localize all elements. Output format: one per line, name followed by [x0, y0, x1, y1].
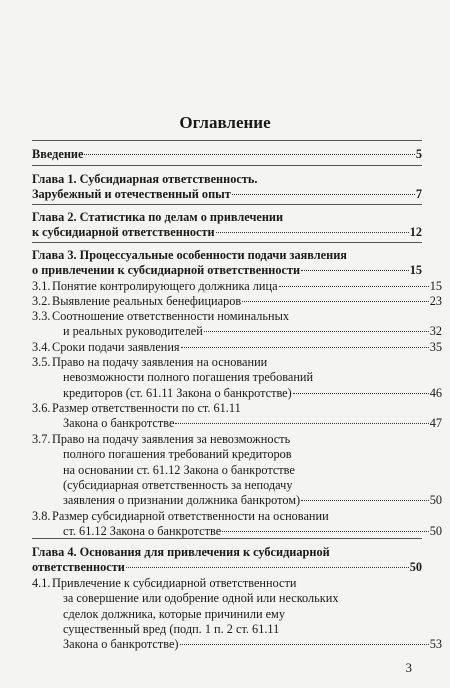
page-title: Оглавление	[179, 113, 271, 132]
toc-page-number: 47	[429, 416, 442, 431]
toc-entry-number: 3.5.	[32, 355, 51, 369]
toc-entry-text: Понятие контролирующего должника лица	[52, 279, 278, 293]
toc-entry-number: 3.6.	[32, 401, 51, 415]
toc-entry-number: 3.1.	[32, 279, 51, 293]
toc-entry-last-line	[32, 279, 442, 294]
toc-entry-line	[32, 355, 442, 370]
toc-entry-number: 3.2.	[32, 294, 51, 308]
toc-entry	[32, 309, 442, 340]
toc-entry	[32, 210, 422, 241]
toc-entry-last-line	[32, 147, 422, 162]
toc-entry	[32, 279, 442, 294]
toc-page-number: 50	[429, 524, 442, 539]
leader-dots	[180, 644, 429, 645]
toc-entry-text: Зарубежный и отечественный опыт	[32, 187, 231, 202]
toc-entry-line: Глава 3. Процессуальные особенности подачи заявления	[32, 248, 347, 262]
toc-entry-text: Выявление реальных бенефициаров	[52, 294, 242, 308]
toc-entry-last-line	[32, 187, 422, 202]
toc-entry-text: Закона о банкротстве	[63, 416, 175, 431]
divider	[32, 140, 422, 141]
toc-entry-last-line	[52, 493, 442, 508]
toc-entry-text: Привлечение к субсидиарной ответственности	[52, 576, 297, 590]
toc-entry-number: 3.7.	[32, 432, 51, 446]
page-number: 3	[405, 660, 412, 675]
toc-entry-line	[32, 576, 442, 591]
toc-entry-line: невозможности полного погашения требований	[63, 370, 314, 385]
leader-dots	[242, 301, 429, 302]
toc-entry	[32, 401, 442, 432]
leader-dots	[175, 423, 428, 424]
toc-entry-last-line	[32, 294, 442, 309]
toc-entry-line	[32, 401, 442, 416]
toc-entry-text: Соотношение ответственности номинальных	[52, 309, 290, 323]
toc-page-number: 35	[429, 340, 442, 354]
toc-entry-text: Право на подачу заявления на основании	[52, 355, 268, 369]
leader-dots	[181, 347, 429, 348]
toc-entry-text: Введение	[32, 147, 84, 161]
toc-entry-line	[32, 509, 442, 524]
toc-page-number: 5	[415, 147, 422, 161]
toc-entry-text: ответственности	[32, 560, 125, 575]
toc-entry-line: полного погашения требований кредиторов	[63, 447, 292, 462]
toc-entry-number: 3.4.	[32, 340, 51, 354]
toc-entry-line: существенный вред (подп. 1 п. 2 ст. 61.11	[63, 621, 280, 636]
toc-entry	[32, 509, 442, 540]
leader-dots	[293, 393, 429, 394]
toc-entry-text: Право на подачу заявления за невозможность	[52, 432, 291, 446]
toc-page-number: 46	[429, 385, 442, 400]
toc-entry	[32, 340, 442, 355]
toc-entry-line: Глава 4. Основания для привлечения к субсидиарной	[32, 545, 330, 559]
toc-entry-last-line	[52, 324, 442, 339]
toc-entry-last-line	[32, 225, 422, 240]
leader-dots	[126, 567, 409, 568]
leader-dots	[222, 531, 429, 532]
toc-page-number: 23	[429, 294, 442, 308]
toc-entry-text: Сроки подачи заявления	[52, 340, 180, 354]
toc-page-number: 32	[429, 324, 442, 339]
leader-dots	[301, 270, 409, 271]
leader-dots	[204, 331, 429, 332]
leader-dots	[301, 500, 429, 501]
divider	[32, 204, 422, 205]
toc-page-number: 15	[429, 279, 442, 293]
toc-entry-last-line	[52, 524, 442, 539]
toc-entry-line: на основании ст. 61.12 Закона о банкротстве	[63, 462, 295, 477]
toc-entry-line: (субсидиарная ответственность за неподачу	[63, 477, 293, 492]
toc-entry	[32, 576, 442, 652]
toc-page-number: 7	[415, 187, 422, 202]
toc-entry-number: 4.1.	[32, 576, 51, 590]
toc-entry-text: заявления о признании должника банкротом)	[63, 493, 301, 508]
toc-entry-text: и реальных руководителей	[63, 324, 203, 339]
toc-entry-number: 3.3.	[32, 309, 51, 323]
toc-page-number: 15	[409, 263, 422, 278]
toc-entry-line: сделок должника, которые причинили ему	[63, 606, 285, 621]
toc-entry-text: ст. 61.12 Закона о банкротстве	[63, 524, 222, 539]
divider	[32, 165, 422, 166]
divider	[32, 242, 422, 243]
toc-entry-text: о привлечении к субсидиарной ответственности	[32, 263, 301, 278]
toc-entry-last-line	[52, 637, 442, 652]
toc-entry-line	[32, 432, 442, 447]
toc-entry-line: Глава 2. Статистика по делам о привлечении	[32, 210, 284, 224]
toc-entry-last-line	[52, 416, 442, 431]
leader-dots	[232, 194, 415, 195]
toc-entry-line: Глава 1. Субсидиарная ответственность.	[32, 172, 258, 186]
toc-entry-last-line	[32, 340, 442, 355]
leader-dots	[84, 154, 414, 155]
toc-entry-text: Закона о банкротстве)	[63, 637, 179, 652]
toc-page-number: 53	[429, 637, 442, 652]
toc-entry	[32, 294, 442, 309]
leader-dots	[279, 286, 429, 287]
toc-entry-line: за совершение или одобрение одной или нескольких	[63, 591, 339, 606]
toc-entry-text: к субсидиарной ответственности	[32, 225, 215, 240]
toc-entry-number: 3.8.	[32, 509, 51, 523]
toc-entry-line	[32, 309, 442, 324]
toc-entry-last-line	[32, 560, 422, 575]
toc-page-number: 50	[429, 493, 442, 508]
toc-entry-text: Размер субсидиарной ответственности на основании	[52, 509, 329, 523]
leader-dots	[216, 232, 409, 233]
toc-page-number: 12	[409, 225, 422, 240]
toc-entry-last-line	[52, 386, 442, 401]
toc-entry-text: кредиторов (ст. 61.11 Закона о банкротстве)	[63, 385, 292, 400]
toc-entry	[32, 545, 422, 576]
toc-entry	[32, 432, 442, 508]
toc-entry	[32, 147, 422, 162]
toc-entry-last-line	[32, 263, 422, 278]
toc-entry	[32, 172, 422, 203]
toc-entry-text: Размер ответственности по ст. 61.11	[52, 401, 241, 415]
toc-page-number: 50	[409, 560, 422, 575]
toc-entry	[32, 355, 442, 401]
toc-entry	[32, 248, 422, 279]
